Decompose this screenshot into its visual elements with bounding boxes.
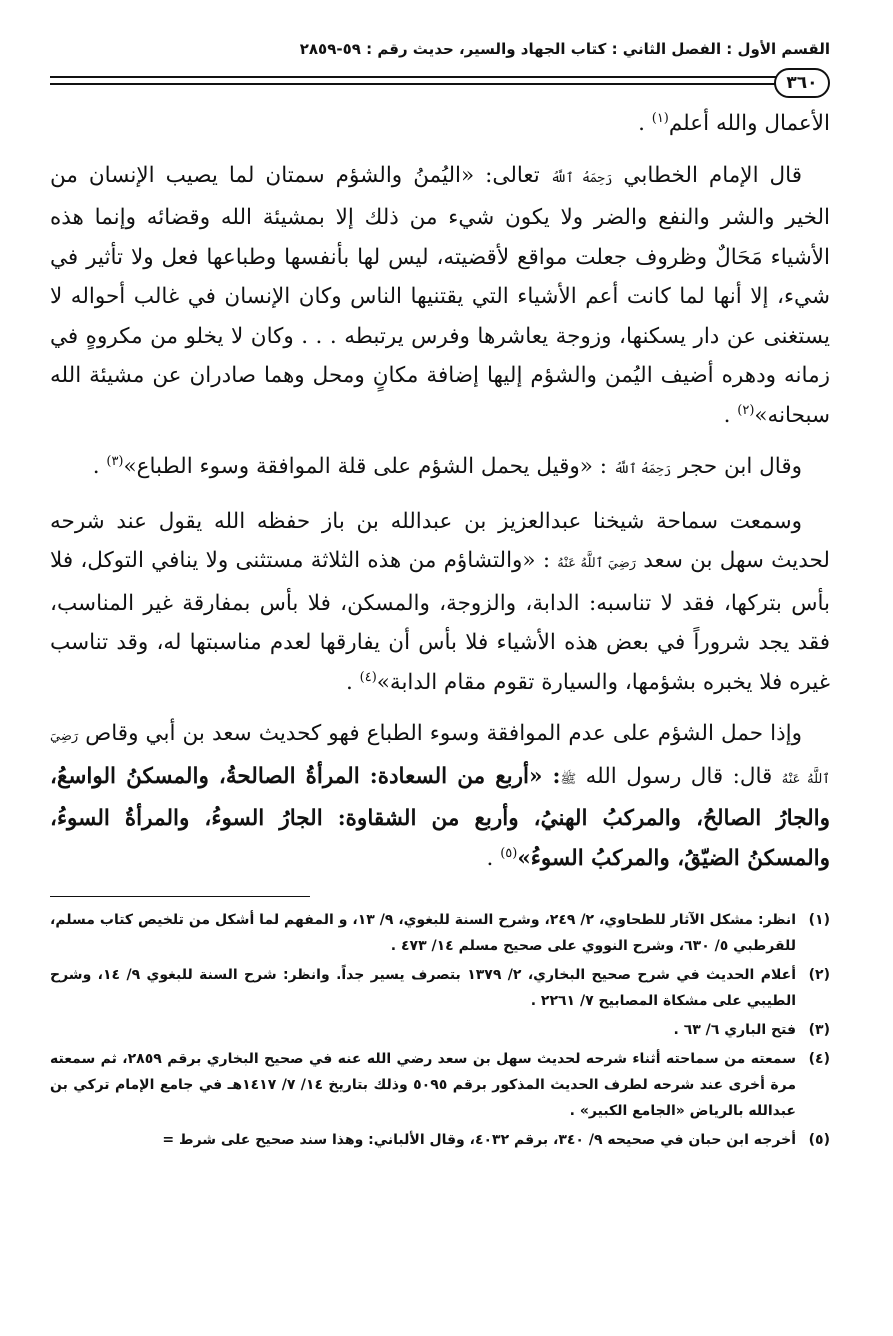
paragraph-text: تعالى: «اليُمنُ والشؤم سمتان لما يصيب الإنسان من الخير والشر والنفع والضر ولا يكون شيء من ذلك إلا بمشيئة الله وقضائه وإنما هذه الأشياء مَحَالٌ وظروف جعلت مواقع لأقضيته، ليس لها بأنفسها وطباعها فعل ولا تأثير في شيء، إلا أنها لما كانت أعم الأشياء التي يقتنيها الناس وكان الإنسان في غالب أحواله لا يستغنى عن دار يسكنها، وزوجة يعاشرها وفرس يرتبطه . . . وكان لا يخلو من مكروهٍ في زمانه ودهره أضيف اليُمن والشؤم إليها إضافة مكانٍ ومحل وهما صادران عن مشيئة الله سبحانه»: [50, 162, 830, 428]
paragraph-mid: قال: قال رسول الله: [576, 763, 782, 789]
paragraph-text: : «وقيل يحمل الشؤم على قلة الموافقة وسوء الطباع»: [123, 454, 614, 479]
hadith-quote: : «أربع من السعادة: المرأةُ الصالحةُ، والمسكنُ الواسعُ، والجارُ الصالحُ، والمركبُ الهنيُ، وأربع من الشقاوة: الجارُ السوءُ، والمرأةُ السوءُ، والمسكنُ الضيّقُ، والمركبُ السوءُ»: [50, 763, 830, 871]
document-page: [50, 40, 830, 1310]
footnote-text: سمعته من سماحته أثناء شرحه لحديث سهل بن سعد رضي الله عنه في صحيح البخاري برقم ٢٨٥٩، ثم سمعته مرة أخرى عند شرحه لطرف الحديث المذكور برقم ٥٠٩٥ وذلك بتاريخ ١٤/ ٧/ ١٤١٧هـ في جامع الإمام تركي بن عبدالله بالرياض «الجامع الكبير» .: [50, 1051, 796, 1119]
honorific-phrase: رَحِمَهُ ٱللَّهُ: [613, 462, 672, 477]
honorific-phrase-prophet: ﷺ: [560, 771, 577, 787]
running-title: القسم الأول : الفصل الثاني : كتاب الجهاد والسير، حديث رقم : ٥٩-٢٨٥٩: [299, 40, 830, 58]
footnote-ref: (٣): [106, 453, 124, 469]
main-text: [50, 104, 830, 878]
footnote-text: أخرجه ابن حبان في صحيحه ٩/ ٣٤٠، برقم ٤٠٣٢، وقال الألباني: وهذا سند صحيح على شرط =: [162, 1132, 796, 1148]
paragraph-4: [50, 502, 830, 703]
paragraph-1: [50, 104, 830, 144]
footnote-2: [50, 962, 830, 1014]
running-header: [50, 40, 830, 93]
footnote-number: (٥): [808, 1132, 830, 1148]
paragraph-lead: وقال ابن حجر: [671, 454, 802, 479]
honorific-phrase: رَضِيَ ٱللَّهُ عَنْهُ: [50, 729, 831, 787]
footnote-number: (٢): [808, 967, 830, 983]
paragraph-end: .: [486, 845, 501, 871]
paragraph-lead: قال الإمام الخطابي: [612, 162, 802, 188]
paragraph-end: .: [723, 402, 738, 428]
page-number: ٣٦٠: [774, 68, 830, 98]
honorific-phrase: رَضِيَ ٱللَّهُ عَنْهُ: [557, 556, 637, 571]
footnotes: [50, 907, 830, 1153]
footnote-ref: (٤): [359, 669, 377, 685]
footnote-1: [50, 907, 830, 959]
footnote-4: [50, 1046, 830, 1124]
honorific-phrase: رَحِمَهُ ٱللَّهُ: [550, 170, 613, 186]
paragraph-3: [50, 447, 830, 490]
footnote-text: انظر: مشكل الآثار للطحاوي، ٢/ ٢٤٩، وشرح السنة للبغوي، ٩/ ١٣، و المفهم لما أشكل من تلخيص كتاب مسلم، للقرطبي ٥/ ٦٣٠، وشرح النووي على صحيح مسلم ١٤/ ٤٧٣ .: [50, 912, 796, 954]
paragraph-end: .: [345, 669, 360, 695]
footnote-ref: (٥): [500, 845, 518, 861]
paragraph-text: الأعمال والله أعلم: [668, 111, 830, 136]
paragraph-5: [50, 714, 830, 878]
paragraph-2: [50, 156, 830, 436]
header-double-rule: [50, 76, 800, 85]
footnote-number: (٤): [808, 1051, 830, 1067]
paragraph-text: : «والتشاؤم من هذه الثلاثة مستثنى ولا ينافي التوكل، فلا بأس بتركها، فقد لا تناسبه: الدابة، والزوجة، والمسكن، فلا بأس بمفارقة غير المناسب، فقد يجد شروراً في بعض هذه الأشياء فلا بأس أن يفارقها لعدم مناسبتها له، وقد تناسب غيره فلا يخبره بشؤمها، والسيارة تقوم مقام الدابة»: [50, 548, 830, 695]
footnote-5: [50, 1127, 830, 1153]
footnote-3: [50, 1017, 830, 1043]
paragraph-end: .: [638, 111, 652, 136]
footnote-text: فتح الباري ٦/ ٦٣ .: [673, 1022, 796, 1038]
footnote-number: (١): [808, 912, 830, 928]
footnote-text: أعلام الحديث في شرح صحيح البخاري، ٢/ ١٣٧٩ بتصرف يسير جداً. وانظر: شرح السنة للبغوي ٩/ ١٤، وشرح الطيبي على مشكاة المصابيح ٧/ ٢٢٦١ .: [50, 967, 796, 1009]
footnote-ref: (١): [651, 110, 669, 126]
paragraph-lead: وسمعت سماحة شيخنا عبدالعزيز بن عبدالله بن باز حفظه الله يقول عند شرحه لحديث سهل بن سعد: [50, 508, 830, 573]
paragraph-lead: وإذا حمل الشؤم على عدم الموافقة وسوء الطباع فهو كحديث سعد بن أبي وقاص: [78, 721, 802, 746]
footnote-number: (٣): [808, 1022, 830, 1038]
footnote-ref: (٢): [737, 402, 755, 418]
paragraph-end: .: [92, 454, 107, 479]
footnote-separator: [50, 896, 310, 897]
